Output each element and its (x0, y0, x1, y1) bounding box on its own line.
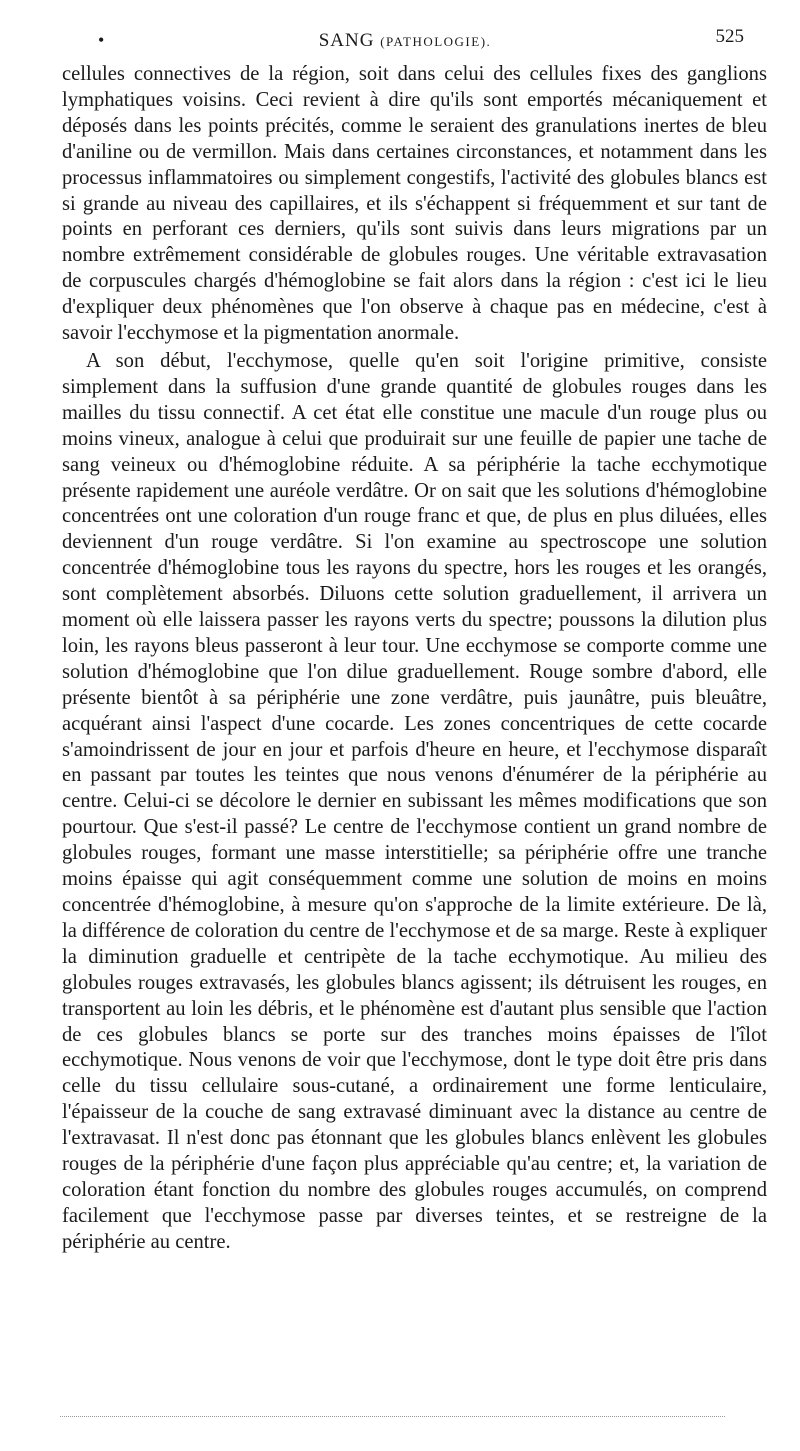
body-text (62, 62, 767, 1256)
header-title-main: SANG (318, 30, 375, 51)
header-title-subtitle: (PATHOLOGIE). (380, 34, 492, 49)
paragraph-ecchymose: A son début, l'ecchymose, quelle qu'en soit l'origine primitive, consiste simplement dans la suffusion d'une grande quantité de globules rouges dans les mailles du tissu connectif. A cet état elle constitue une macule d'un rouge plus ou moins vineux, analogue à celui que produirait sur une feuille de papier une tache de sang veineux ou d'hémoglobine réduite. A sa périphérie la tache ecchymotique présente rapidement une auréole verdâtre. Or on sait que les solutions d'hémoglobine concentrées ont une coloration d'un rouge franc et que, de plus en plus diluées, elles deviennent d'un rouge verdâtre. Si l'on examine au spectroscope une solution concentrée d'hémoglobine tous les rayons du spectre, hors les rouges et les orangés, sont complètement absorbés. Diluons cette solution graduellement, il arrivera un moment où elle laissera passer les rayons verts du spectre; poussons la dilution plus loin, les rayons bleus passeront à leur tour. Une ecchymose se comporte comme une solution d'hémoglobine que l'on dilue graduellement. Rouge sombre d'abord, elle présente bientôt à sa périphérie une zone verdâtre, puis jaunâtre, puis bleuâtre, acquérant ainsi l'aspect d'une cocarde. Les zones concentriques de cette cocarde s'amoindrissent de jour en jour et parfois d'heure en heure, et l'ecchymose disparaît en passant par toutes les teintes que nous venons d'énumérer de la périphérie au centre. Celui-ci se décolore le dernier en subissant les mêmes modifications que son pourtour. Que s'est-il passé? Le centre de l'ecchymose contient un grand nombre de globules rouges, formant une masse interstitielle; sa périphérie offre une tranche moins épaisse qui agit conséquemment comme une solution de moins en moins concentrée d'hémoglobine, à mesure qu'on s'approche de la limite extérieure. De là, la différence de coloration du centre de l'ecchymose et de sa marge. Reste à expliquer la diminution graduelle et centripète de la tache ecchymotique. Au milieu des globules rouges extravasés, les globules blancs agissent; ils détruisent les rouges, en transportent au loin les débris, et le phénomène est d'autant plus sensible que l'action de ces globules blancs se porte sur des tranches moins épaisses de l'îlot ecchymotique. Nous venons de voir que l'ecchymose, dont le type doit être pris dans celle du tissu cellulaire sous-cutané, a ordinairement une forme lenticulaire, l'épaisseur de la couche de sang extravasé diminuant avec la distance au centre de l'extravasat. Il n'est donc pas étonnant que les globules blancs enlèvent les globules rouges de la périphérie d'une façon plus appréciable qu'au centre; et, la variation de coloration étant fonction du nombre des globules rouges accumulés, on comprend facilement que l'ecchymose passe par diverses teintes, et se restreigne de la périphérie au centre. (62, 349, 767, 1253)
page-number: 525 (715, 26, 744, 47)
running-header (60, 22, 750, 56)
header-bullet-mark: • (98, 30, 105, 50)
header-title (60, 30, 750, 52)
paragraph-continued: cellules connectives de la région, soit dans celui des cellules fixes des ganglions lymphatiques voisins. Ceci revient à dire qu'ils sont emportés mécaniquement et déposés dans les points précités, comme le seraient des granulations inertes de bleu d'aniline ou de vermillon. Mais dans certaines circonstances, et notamment dans les processus inflammatoires ou simplement congestifs, l'activité des globules blancs est si grande au niveau des capillaires, et ils s'échappent si fréquemment et sur tant de points en perforant ces derniers, qu'ils sont suivis dans leurs migrations par un nombre extrêmement considérable de globules rouges. Une véritable extravasation de corpuscules chargés d'hémoglobine se fait alors dans la région : c'est ici le lieu d'expliquer deux phénomènes que l'on observe à chaque pas en médecine, c'est à savoir l'ecchymose et la pigmentation anormale. (62, 63, 767, 345)
footer-dotted-rule (60, 1416, 725, 1417)
